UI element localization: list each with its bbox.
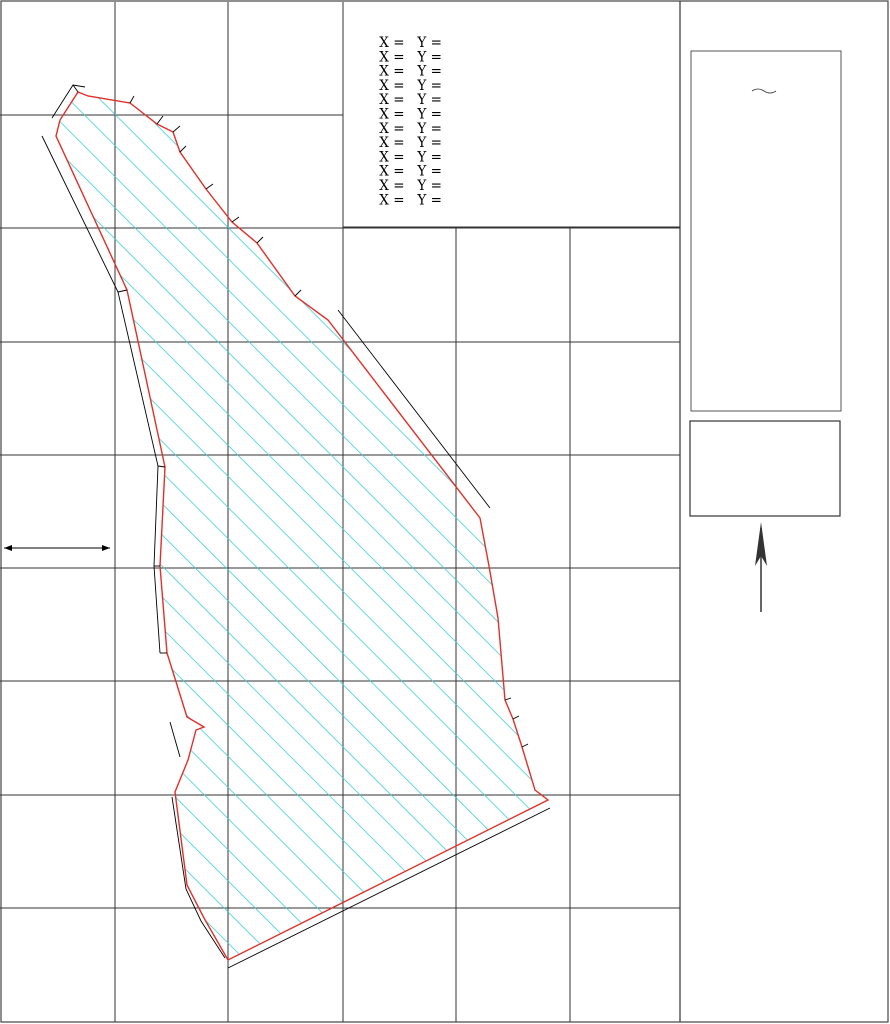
coordinate-row: X = Y = — [375, 49, 447, 66]
coordinate-row: X = Y = — [375, 192, 447, 209]
north-arrow-icon — [755, 522, 767, 612]
coordinate-table — [343, 35, 680, 227]
coordinate-row: X = Y = — [375, 106, 447, 123]
legend-item — [752, 89, 776, 93]
coordinate-row: X = Y = — [375, 163, 447, 180]
coordinate-row: X = Y = — [375, 120, 447, 137]
coordinate-row: X = Y = — [375, 35, 447, 51]
coordinate-row: X = Y = — [375, 63, 447, 80]
coordinate-row: X = Y = — [375, 92, 447, 109]
legend-panel — [691, 51, 841, 411]
legend-symbol-icon — [752, 89, 776, 93]
coordinate-row: X = Y = — [375, 178, 447, 194]
coordinate-row: X = Y = — [375, 77, 447, 94]
scale-bar — [4, 545, 110, 551]
coordinate-row: X = Y = — [375, 135, 447, 152]
coordinate-row: X = Y = — [375, 149, 447, 166]
parcel-hatch — [56, 92, 548, 960]
